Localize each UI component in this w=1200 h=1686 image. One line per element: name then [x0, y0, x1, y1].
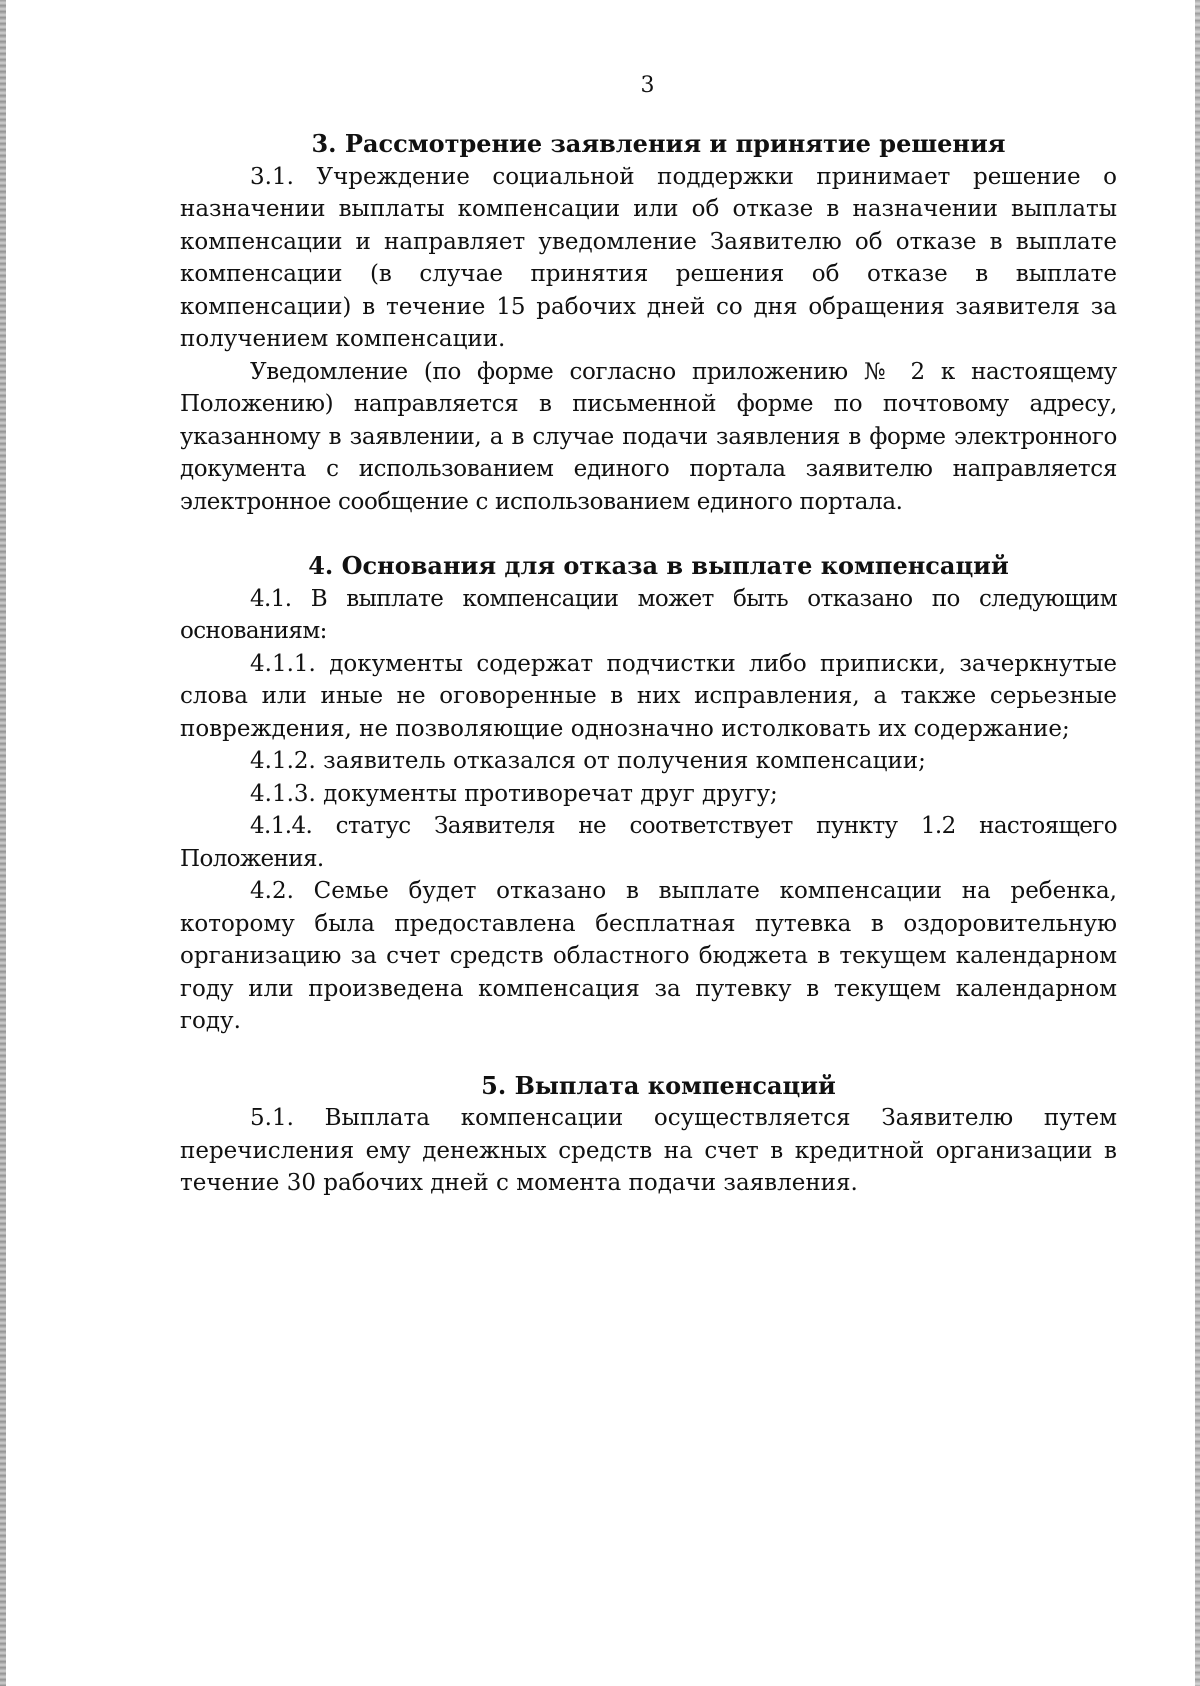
section-5-heading: 5. Выплата компенсаций	[481, 1070, 836, 1100]
section-3	[180, 128, 1117, 518]
section-4-heading: 4. Основания для отказа в выплате компенсаций	[308, 551, 1009, 580]
paragraph-4-1-4: 4.1.4. статус Заявителя не соответствует пункту 1.2 настоящего Положения.	[180, 813, 1117, 872]
document-body	[180, 128, 1117, 1200]
paragraph-3-notice: Уведомление (по форме согласно приложению № 2 к настоящему Положению) направляется в письменной форме по почтовому адресу, указанному в заявлении, а в случае подачи заявления в форме электронного документа с использованием единого портала заявителю направляется электронное сообщение с использованием единого портала.	[180, 358, 1117, 515]
page-number: 3	[640, 73, 655, 98]
section-3-heading: 3. Рассмотрение заявления и принятие решения	[311, 129, 1006, 158]
paragraph-3-1: 3.1. Учреждение социальной поддержки принимает решение о назначении выплаты компенсации или об отказе в назначении выплаты компенсации и направляет уведомление Заявителю об отказе в выплате компенсации (в случае принятия решения об отказе в выплате компенсации) в течение 15 рабочих дней со дня обращения заявителя за получением компенсации.	[180, 163, 1117, 352]
paragraph-4-1-3: 4.1.3. документы противоречат друг другу;	[250, 780, 778, 807]
paragraph-4-2: 4.2. Семье будет отказано в выплате компенсации на ребенка, которому была предоставлена бесплатная путевка в оздоровительную организацию за счет средств областного бюджета в текущем календарном году или произведена компенсация за путевку в текущем календарном году.	[180, 878, 1117, 1034]
section-5	[180, 1070, 1117, 1200]
scan-edge-left	[0, 0, 6, 1686]
section-spacer	[180, 1038, 1117, 1070]
paragraph-4-1-2: 4.1.2. заявитель отказался от получения компенсации;	[250, 748, 926, 774]
paragraph-4-1-1: 4.1.1. документы содержат подчистки либо приписки, зачеркнутые слова или иные не оговоренные в них исправления, а также серьезные повреждения, не позволяющие однозначно истолковать их содержание;	[180, 650, 1117, 742]
paragraph-5-1: 5.1. Выплата компенсации осуществляется Заявителю путем перечисления ему денежных средств на счет в кредитной организации в течение 30 рабочих дней с момента подачи заявления.	[180, 1105, 1117, 1196]
section-4	[180, 550, 1117, 1038]
scan-edge-right	[1195, 0, 1200, 1686]
paragraph-4-1: 4.1. В выплате компенсации может быть отказано по следующим основаниям:	[180, 585, 1117, 644]
section-spacer	[180, 518, 1117, 550]
